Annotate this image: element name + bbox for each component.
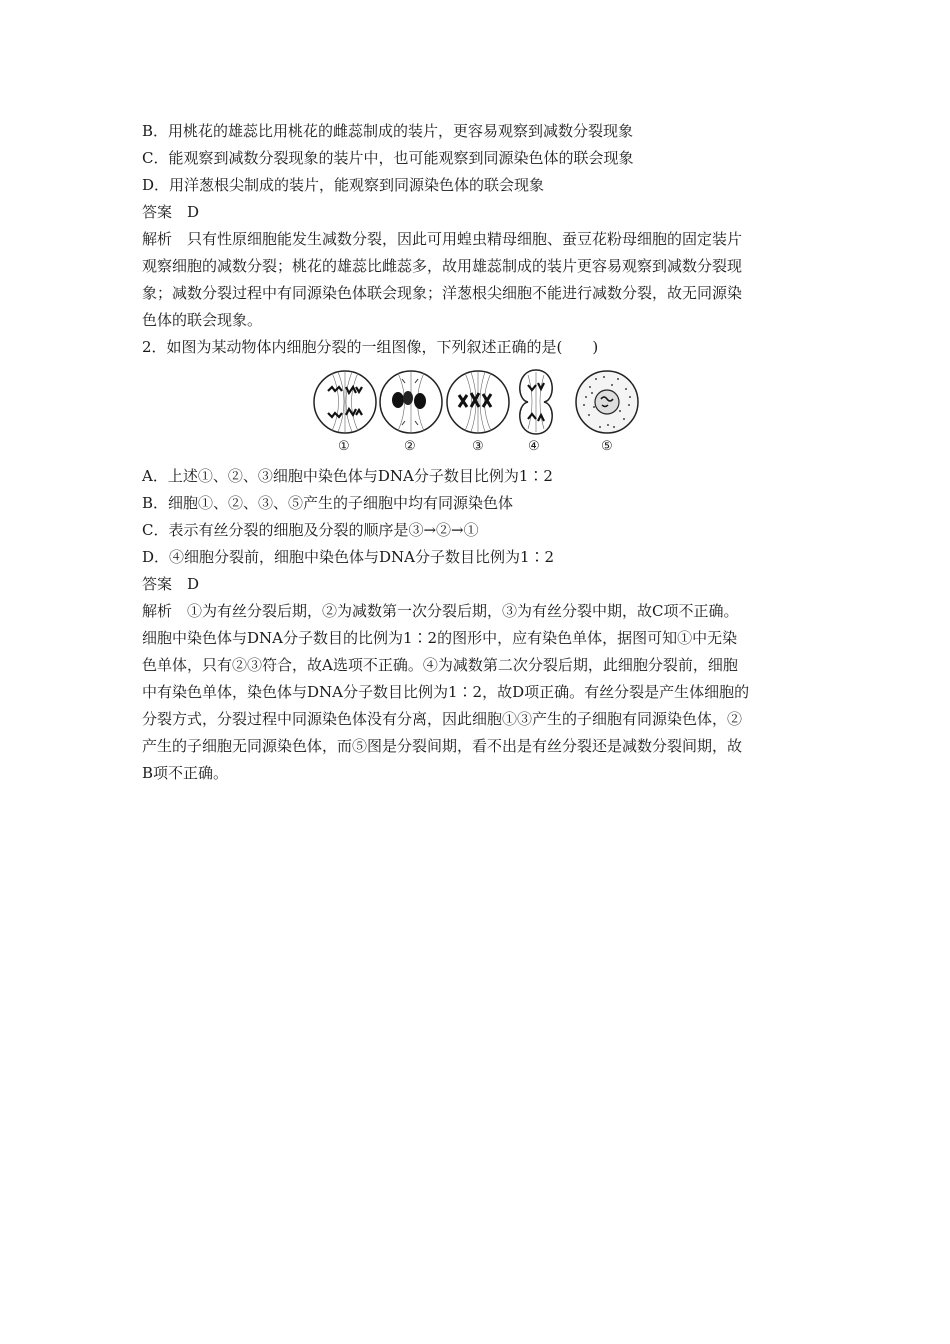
cell-1-image [312,367,378,437]
q1-option-b: B．用桃花的雄蕊比用桃花的雌蕊制成的装片，更容易观察到减数分裂现象 [142,122,634,140]
cell-1-label: ① [338,439,350,454]
q1-analysis-line-2: 观察细胞的减数分裂；桃花的雄蕊比雌蕊多，故用雄蕊制成的装片更容易观察到减数分裂现 [142,257,743,275]
q1-option-c: C．能观察到减数分裂现象的装片中，也可能观察到同源染色体的联会现象 [142,149,634,167]
q2-analysis-line-5: 分裂方式，分裂过程中同源染色体没有分离，因此细胞①③产生的子细胞有同源染色体，② [142,710,743,728]
cell-3-label: ③ [472,439,484,454]
q2-answer: 答案 D [142,575,200,593]
cell-5-image [574,367,640,437]
q2-option-a: A．上述①、②、③细胞中染色体与DNA分子数目比例为1∶2 [142,467,553,485]
q2-option-d: D．④细胞分裂前，细胞中染色体与DNA分子数目比例为1∶2 [142,548,555,566]
q1-answer: 答案 D [142,203,200,221]
q2-analysis-line-3: 色单体，只有②③符合，故A选项不正确。④为减数第二次分裂后期，此细胞分裂前，细胞 [142,656,738,674]
q1-analysis-line-3: 象；减数分裂过程中有同源染色体联会现象；洋葱根尖细胞不能进行减数分裂，故无同源染 [142,284,743,302]
cell-4-image [512,367,560,437]
q2-analysis-line-6: 产生的子细胞无同源染色体，而⑤图是分裂间期，看不出是有丝分裂还是减数分裂间期，故 [142,737,743,755]
cell-2-label: ② [404,439,416,454]
q2-analysis-line-4: 中有染色单体，染色体与DNA分子数目比例为1∶2，故D项正确。有丝分裂是产生体细胞的 [142,683,750,701]
q2-analysis-line-1: 解析 ①为有丝分裂后期，②为减数第一次分裂后期，③为有丝分裂中期，故C项不正确。 [142,602,739,620]
q2-option-c: C．表示有丝分裂的细胞及分裂的顺序是③→②→① [142,521,479,539]
q2-analysis-line-7: B项不正确。 [142,764,229,782]
cell-5-label: ⑤ [601,439,613,454]
cell-3-image [445,367,511,437]
cell-division-figure [142,367,814,463]
q2-analysis-line-2: 细胞中染色体与DNA分子数目的比例为1∶2的图形中，应有染色单体，据图可知①中无染 [142,629,738,647]
cell-2-image [378,367,444,437]
q1-option-d: D．用洋葱根尖制成的装片，能观察到同源染色体的联会现象 [142,176,545,194]
q2-option-b: B．细胞①、②、③、⑤产生的子细胞中均有同源染色体 [142,494,514,512]
q1-analysis-line-1: 解析 只有性原细胞能发生减数分裂，因此可用蝗虫精母细胞、蚕豆花粉母细胞的固定装片 [142,230,743,248]
cell-4-label: ④ [528,439,540,454]
document-page [142,118,814,787]
q1-analysis-line-4: 色体的联会现象。 [142,311,263,329]
q2-stem: 2．如图为某动物体内细胞分裂的一组图像，下列叙述正确的是( ) [142,338,599,356]
